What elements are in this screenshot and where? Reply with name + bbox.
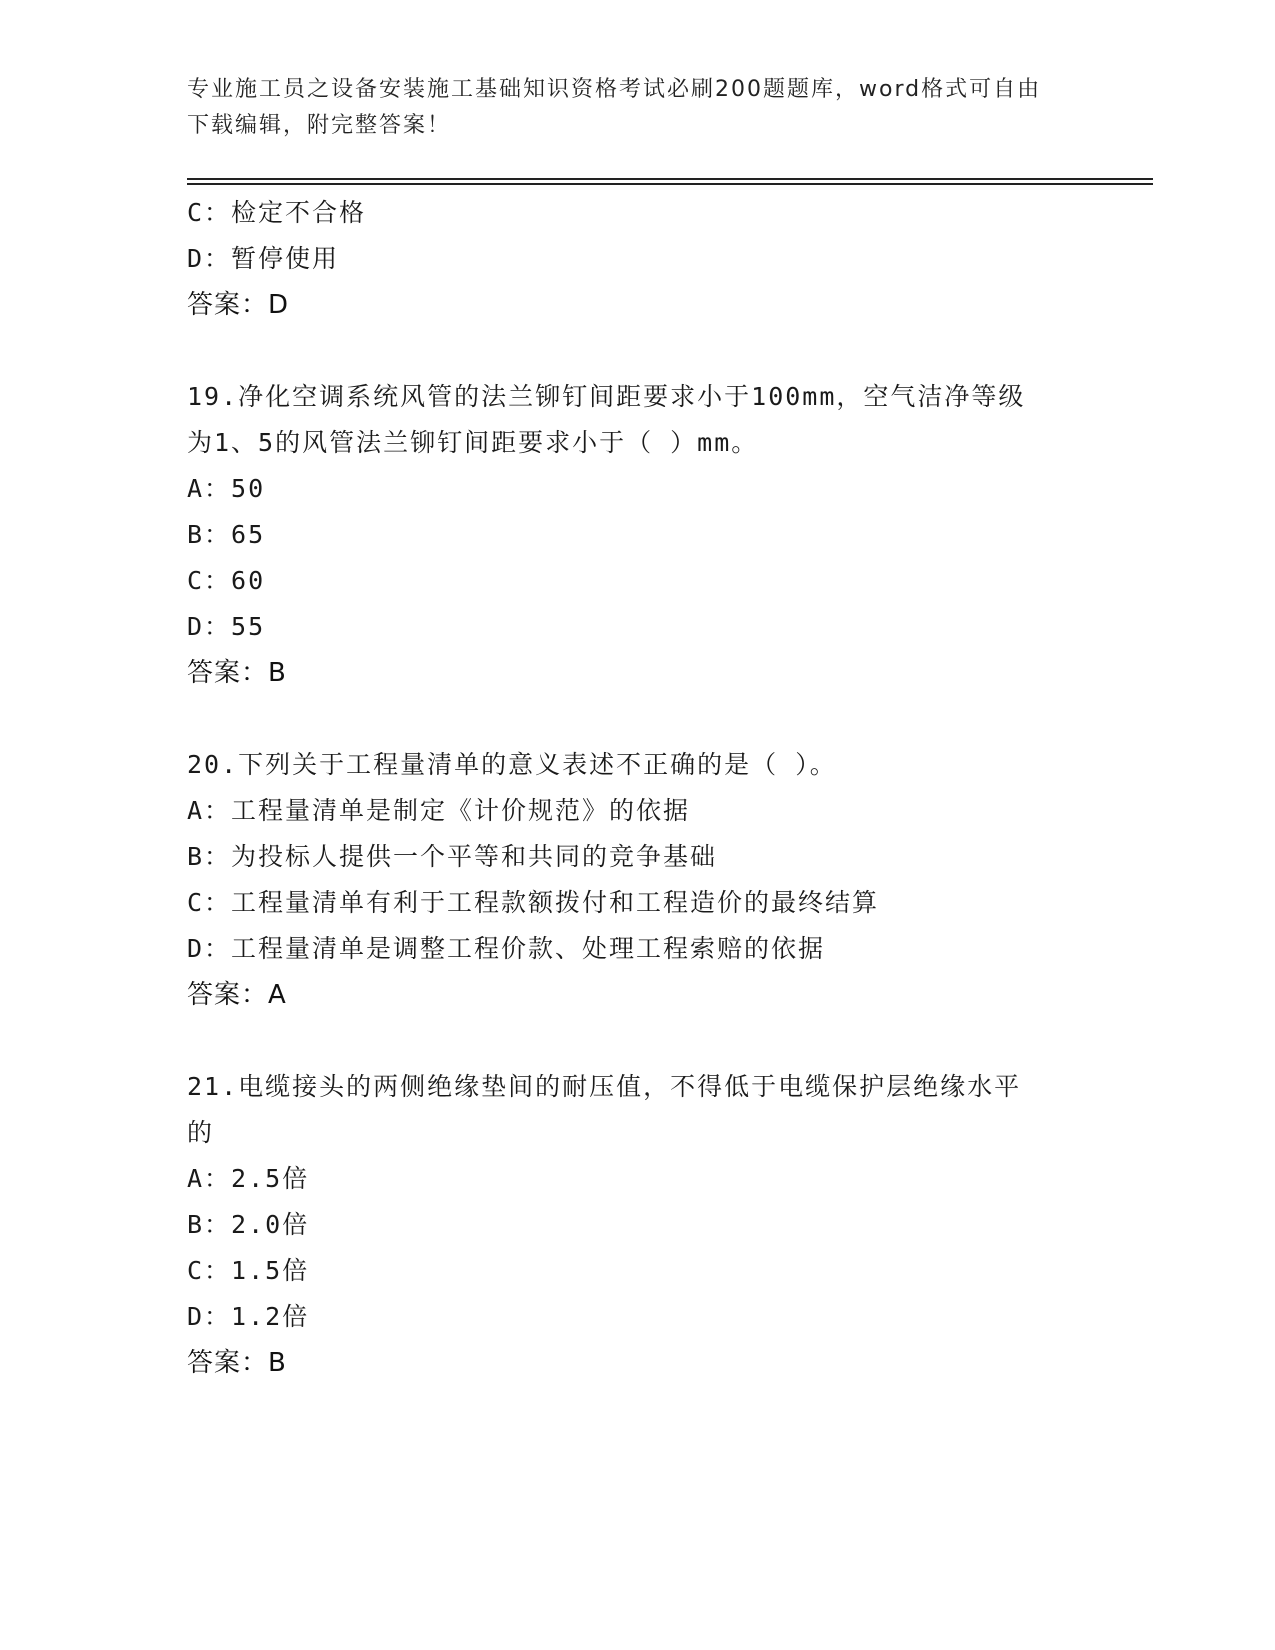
answer-line: [187, 1340, 1127, 1386]
answer-label: 答案：: [187, 1348, 269, 1378]
spacer: [187, 696, 1127, 742]
answer-value: D: [268, 290, 290, 320]
answer-line: [187, 282, 1127, 328]
spacer: [187, 1018, 1127, 1064]
question-stem-continued: 的: [187, 1118, 215, 1147]
answer-value: A: [268, 980, 287, 1010]
option-d: D：1.2倍: [187, 1302, 310, 1331]
answer-label: 答案：: [187, 290, 269, 320]
option-c: C：1.5倍: [187, 1256, 310, 1285]
header-line-1: 专业施工员之设备安装施工基础知识资格考试必刷200题题库，word格式可自由: [187, 77, 1042, 102]
option-c: C：60: [187, 566, 266, 595]
answer-label: 答案：: [187, 980, 269, 1010]
question-stem: 20.下列关于工程量清单的意义表述不正确的是（ ）。: [187, 750, 837, 779]
option-b: B：2.0倍: [187, 1210, 310, 1239]
spacer: [187, 328, 1127, 374]
document-header: [187, 72, 1087, 144]
answer-value: B: [268, 658, 287, 688]
question-stem-continued: 为1、5的风管法兰铆钉间距要求小于（ ）mm。: [187, 428, 759, 457]
question-19: [187, 374, 1127, 696]
option-a: A：50: [187, 474, 266, 503]
answer-line: [187, 972, 1127, 1018]
option-d: D：工程量清单是调整工程价款、处理工程索赔的依据: [187, 934, 826, 963]
option-b: B：为投标人提供一个平等和共同的竞争基础: [187, 842, 718, 871]
option-c: C：检定不合格: [187, 198, 367, 227]
question-20: [187, 742, 1127, 1018]
question-21: [187, 1064, 1127, 1386]
option-a: A：工程量清单是制定《计价规范》的依据: [187, 796, 691, 825]
header-line-2: 下载编辑，附完整答案！: [187, 113, 452, 138]
question-list: [187, 190, 1127, 1386]
option-a: A：2.5倍: [187, 1164, 310, 1193]
answer-value: B: [268, 1348, 287, 1378]
answer-label: 答案：: [187, 658, 269, 688]
header-divider-bottom: [187, 183, 1153, 185]
question-stem: 21.电缆接头的两侧绝缘垫间的耐压值，不得低于电缆保护层绝缘水平: [187, 1072, 1022, 1101]
option-b: B：65: [187, 520, 266, 549]
header-divider-top: [187, 178, 1153, 180]
option-c: C：工程量清单有利于工程款额拨付和工程造价的最终结算: [187, 888, 880, 917]
option-d: D：55: [187, 612, 266, 641]
prev-question-block: [187, 190, 1127, 328]
answer-line: [187, 650, 1127, 696]
option-d: D：暂停使用: [187, 244, 340, 273]
question-stem: 19.净化空调系统风管的法兰铆钉间距要求小于100mm，空气洁净等级: [187, 382, 1026, 411]
